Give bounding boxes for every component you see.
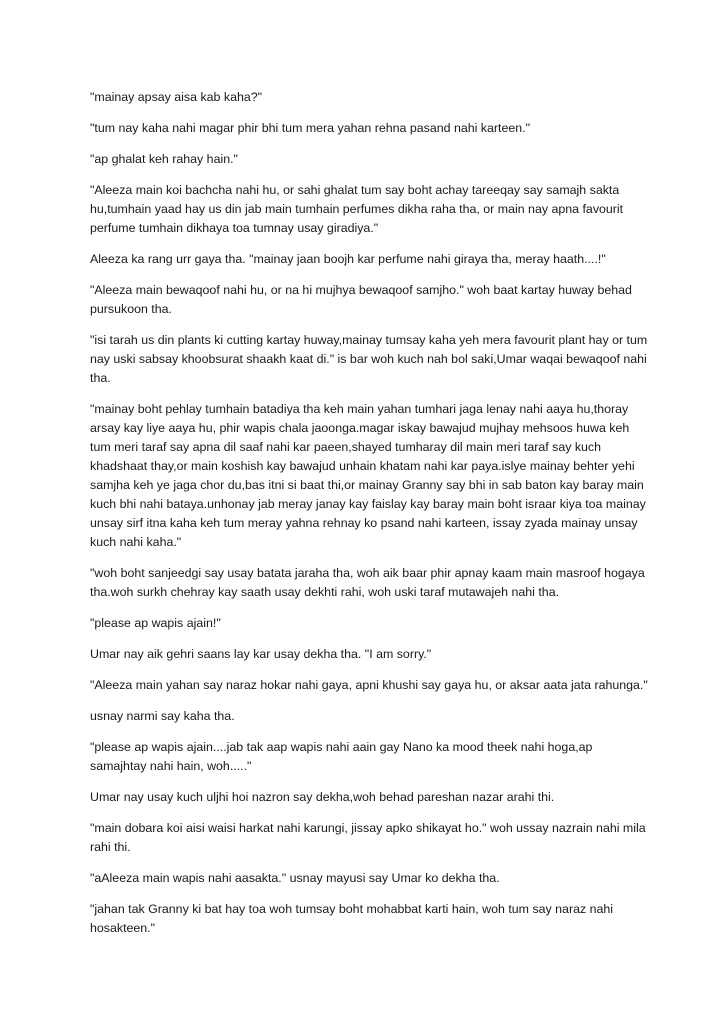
paragraph: "aAleeza main wapis nahi aasakta." usnay mayusi say Umar ko dekha tha. [90,871,500,885]
paragraph: "ap ghalat keh rahay hain." [90,152,238,166]
paragraph: Umar nay usay kuch uljhi hoi nazron say dekha,woh behad pareshan nazar arahi thi. [90,790,555,804]
paragraph: "Aleeza main bewaqoof nahi hu, or na hi mujhya bewaqoof samjho." woh baat kartay huway behad pursukoon tha. [90,283,632,316]
paragraph: "tum nay kaha nahi magar phir bhi tum mera yahan rehna pasand nahi karteen." [90,121,530,135]
paragraph: Aleeza ka rang urr gaya tha. "mainay jaan boojh kar perfume nahi giraya tha, meray haath....!" [90,252,606,266]
paragraph: "jahan tak Granny ki bat hay toa woh tumsay boht mohabbat karti hain, woh tum say naraz nahi hosakteen." [90,902,614,935]
paragraph: "mainay boht pehlay tumhain batadiya tha keh main yahan tumhari jaga lenay nahi aaya hu,thoray arsay kay liye aaya hu, phir wapis chala jaoonga.magar iskay bawajud mujhay mehsoos huwa keh tum meri taraf say apna dil saaf nahi kar paeen,shayed tumharay dil main meri taraf say kuch khadshaat thay,or main koshish kay bawajud unhain khatam nahi kar paya.islye mainay behter yehi samjha keh ye jaga chor du,bas itni si baat thi,or mainay Granny say bhi in sab baton kay baray main kuch bhi nahi bataya.unhonay jab meray janay kay faislay kay baray main boht israar kiya toa mainay unsay sirf itna kaha keh tum meray yahna rehnay ko psand nahi karteen, issay zyada mainay unsay kuch nahi kaha." [90,402,646,549]
paragraph: "isi tarah us din plants ki cutting kartay huway,mainay tumsay kaha yeh mera favourit plant hay or tum nay uski sabsay khoobsurat shaakh kaat di." is bar woh kuch nah bol saki,Umar waqai bewaqoof nahi tha. [90,333,648,385]
document-body [90,88,650,950]
paragraph: "please ap wapis ajain!" [90,616,221,630]
paragraph: "woh boht sanjeedgi say usay batata jaraha tha, woh aik baar phir apnay kaam main masroof hogaya tha.woh surkh chehray kay saath usay dekhti rahi, woh uski taraf mutawajeh nahi tha. [90,566,645,599]
paragraph: Umar nay aik gehri saans lay kar usay dekha tha. "I am sorry." [90,647,432,661]
paragraph: "Aleeza main koi bachcha nahi hu, or sahi ghalat tum say boht achay tareeqay say samajh sakta hu,tumhain yaad hay us din jab main tumhain perfumes dikha raha tha, or main nay apna favourit perfume tumhain dikhaya toa tumnay usay giradiya." [90,183,624,235]
paragraph: usnay narmi say kaha tha. [90,709,235,723]
paragraph: "mainay apsay aisa kab kaha?" [90,90,263,104]
paragraph: "please ap wapis ajain....jab tak aap wapis nahi aain gay Nano ka mood theek nahi hoga,ap samajhtay nahi hain, woh....." [90,740,593,773]
paragraph: "main dobara koi aisi waisi harkat nahi karungi, jissay apko shikayat ho." woh ussay nazrain nahi mila rahi thi. [90,821,646,854]
paragraph: "Aleeza main yahan say naraz hokar nahi gaya, apni khushi say gaya hu, or aksar aata jata rahunga." [90,678,648,692]
